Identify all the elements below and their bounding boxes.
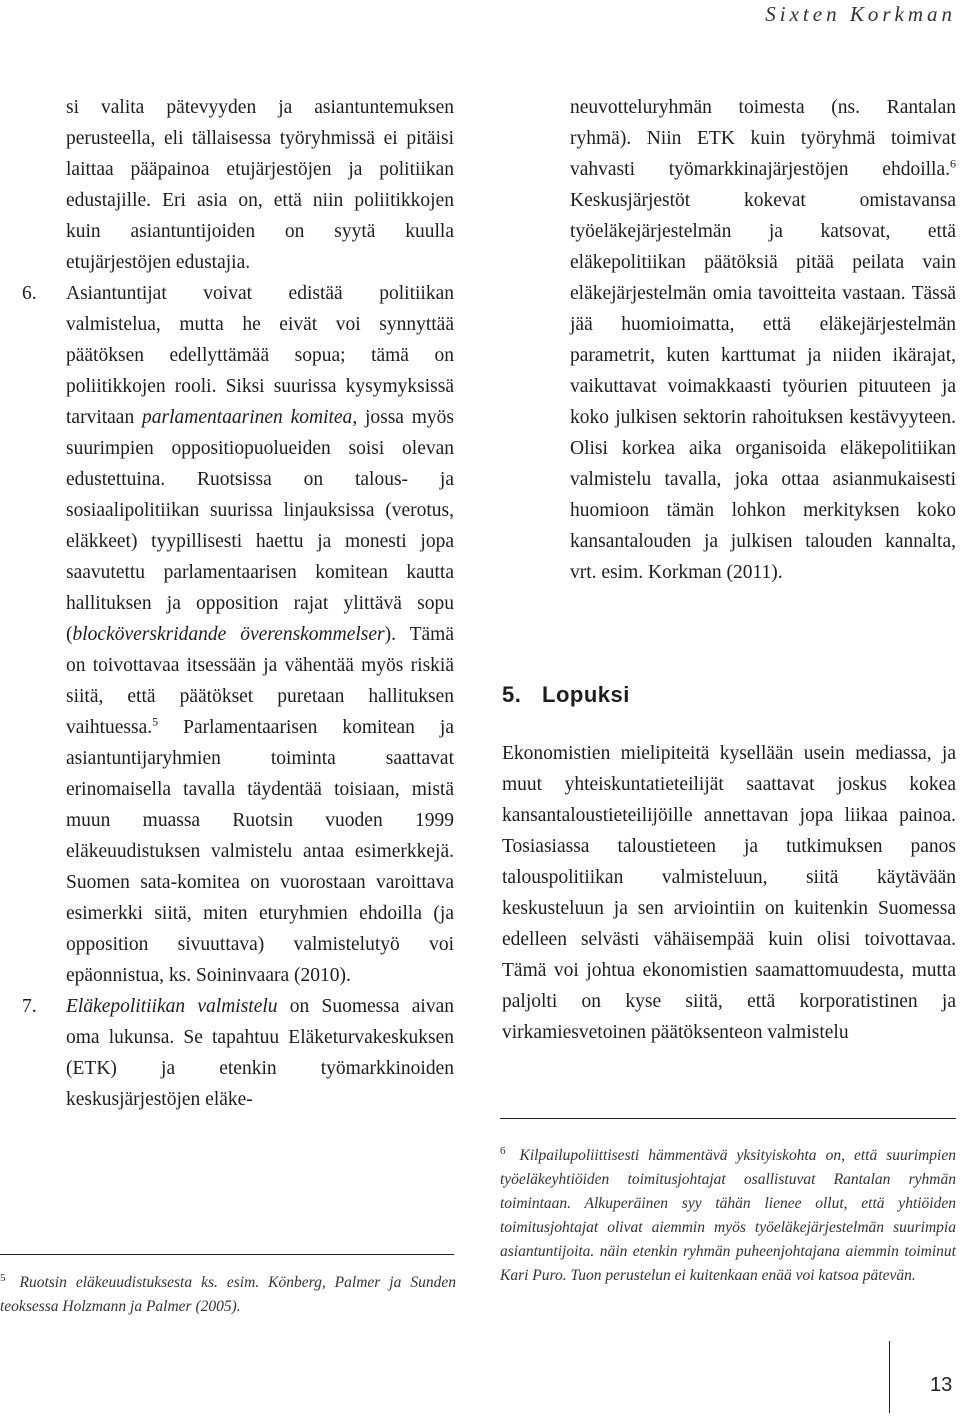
right-column (570, 92, 956, 588)
footnote-6 (500, 1139, 956, 1288)
section-body (502, 738, 956, 1048)
footnote-5-marker: 5 (0, 1272, 6, 1284)
footnote-rule-right (500, 1118, 956, 1119)
item-6-text-d: Parlamentaarisen komitean ja asiantuntijaryhmien toiminta saattavat erinomaisella tavalla täydentää toisiaan, mistä muun muassa Ruotsin vuoden 1999 eläkeuudistuksen valmistelu antaa esimerkkejä. Suomen sata-komitea on vuorostaan varoittava esimerkki siitä, miten eturyhmien ehdoilla (ja opposition sivuuttava) valmistelutyö voi epäonnistua, ks. Soininvaara (2010). (66, 717, 454, 986)
page-number: 13 (930, 1374, 953, 1396)
item-7-text (66, 991, 454, 1115)
item-6-emphasis-b: blocköverskridande överenskommelser (72, 624, 385, 645)
section-title: Lopuksi (542, 682, 630, 707)
footnote-5 (0, 1266, 456, 1319)
list-item-7 (22, 991, 454, 1115)
footnote-6-marker: 6 (500, 1145, 506, 1157)
right-text-a: neuvotteluryhmän toimesta (ns. Rantalan ryhmä). Niin ETK kuin työryhmä toimivat vahvasti työmarkkinajärjestöjen ehdoilla. (570, 97, 956, 180)
footnote-ref-5[interactable]: 5 (152, 714, 159, 729)
section-number: 5. (502, 682, 522, 707)
running-head: Sixten Korkman (765, 2, 956, 26)
right-text-b: Keskusjärjestöt kokevat omistavansa työeläkejärjestelmän ja katsovat, että eläkepolitiikan päätöksiä pitää peilata vain eläkejärjestelmän omia tavoitteita vastaan. Tässä jää huomioimatta, että eläkejärjestelmän parametrit, kuten karttumat ja niiden ikärajat, vaikuttavat voimakkaasti työurien pituuteen ja koko julkisen sektorin rahoituksen kestävyyteen. Olisi korkea aika organisoida eläkepolitiikan valmistelu tavalla, joka ottaa asianmukaisesti huomioon tämän lohkon merkityksen koko kansantalouden ja julkisen talouden kannalta, vrt. esim. Korkman (2011). (570, 190, 956, 583)
section-paragraph: Ekonomistien mielipiteitä kysellään usein mediassa, ja muut yhteiskuntatieteilijät saattavat joskus kokea kansantaloustieteilijöille annettavan jopa liikaa painoa. Tosiasiassa taloustieteen ja tutkimuksen panos talouspolitiikan valmisteluun, siitä käytävään keskusteluun ja sen arviointiin on kuitenkin Suomessa edelleen selvästi vähäisempää kuin olisi toivottavaa. Tämä voi johtua ekonomistien saamattomuudesta, mutta paljolti on kyse siitä, että korporatistinen ja virkamiesvetoinen päätöksenteon valmistelu (502, 743, 956, 1043)
left-column (22, 92, 454, 1115)
page-number-divider (889, 1341, 890, 1413)
item-7-emphasis: Eläkepolitiikan valmistelu (66, 996, 278, 1017)
footnote-6-text: Kilpailupoliittisesti hämmentävä yksityiskohta on, että suurimpien työeläkeyhtiöiden toimitusjohtajat osallistuvat Rantalan ryhmän toimintaan. Alkuperäinen syy tähän lienee ollut, että yhtiöiden toimitusjohtajat olivat aiemmin myös työeläkejärjestelmän suurimpia asiantuntijoita. näin etenkin ryhmän puheenjohtajana aiemmin toiminut Kari Puro. Tuon perustelun ei kuitenkaan enää voi katsoa pätevän. (500, 1147, 956, 1285)
item-6-text-a: Asiantuntijat voivat edistää politiikan valmistelua, mutta he eivät voi synnyttää päätöksen edellyttämää sopua; tämä on poliitikkojen rooli. Siksi suurissa kysymyksissä tarvitaan (66, 283, 454, 428)
right-column-paragraph (570, 92, 956, 588)
footnote-5-text: Ruotsin eläkeuudistuksesta ks. esim. Könberg, Palmer ja Sunden teoksessa Holzmann ja Palmer (2005). (0, 1274, 456, 1316)
footnote-ref-6[interactable]: 6 (950, 156, 956, 171)
item-6-text-b: , jossa myös suurimpien oppositiopuolueiden soisi olevan edustettuina. Ruotsissa on talous- ja sosiaalipolitiikan suurissa linjauksissa (verotus, eläkkeet) tyypillisesti haettu ja monesti jopa saavutettu parlamentaarisen komitean kautta hallituksen ja opposition rajat ylittävä sopu ( (66, 407, 454, 645)
item-6-text-c: ). Tämä on toivottavaa itsessään ja vähentää myös riskiä siitä, että päätökset puretaan hallituksen vaihtuessa. (66, 624, 454, 738)
footnote-rule-left (0, 1254, 454, 1255)
item-6-text (66, 278, 454, 991)
list-item-6 (22, 278, 454, 991)
item-6-emphasis-a: parlamentaarinen komitea (141, 407, 353, 428)
item-7-text-body: on Suomessa aivan oma lukunsa. Se tapahtuu Eläketurvakeskuksen (ETK) ja etenkin työmarkkinoiden keskusjärjestöjen eläke- (66, 996, 454, 1110)
continuation-paragraph: si valita pätevyyden ja asiantuntemuksen perusteella, eli tällaisessa työryhmissä ei pitäisi laittaa pääpainoa etujärjestöjen ja politiikan edustajille. Eri asia on, että niin poliitikkojen kuin asiantuntijoiden on syytä kuulla etujärjestöjen edustajia. (66, 97, 454, 273)
list-number-6: 6. (22, 283, 37, 304)
list-number-7: 7. (22, 996, 37, 1017)
section-heading (502, 682, 630, 708)
